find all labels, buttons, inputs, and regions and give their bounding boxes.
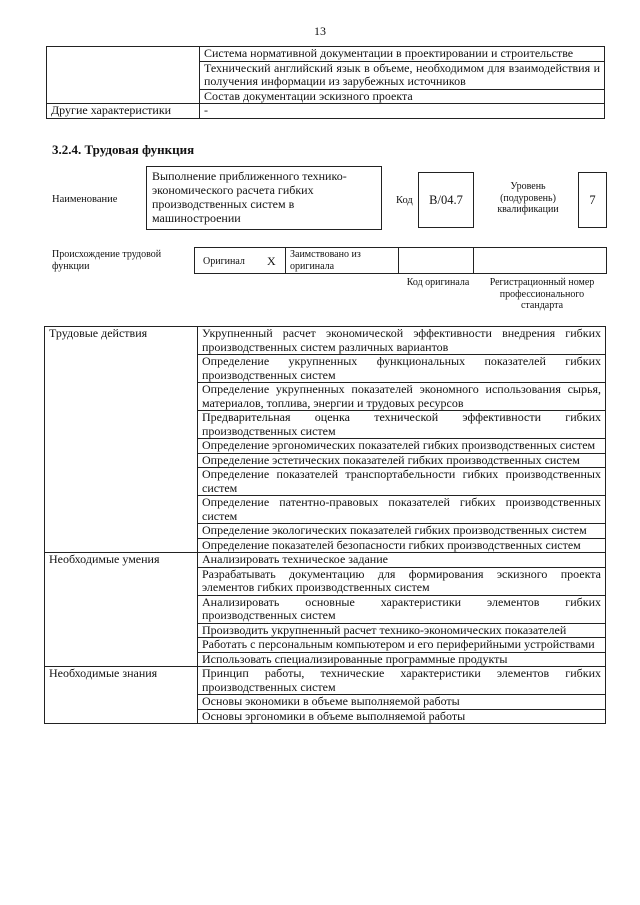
skills-label: Необходимые умения: [45, 553, 198, 667]
code-original-label: Код оригинала: [406, 277, 470, 288]
original-label: Оригинал: [203, 256, 245, 267]
section-title: 3.2.4. Трудовая функция: [52, 142, 195, 157]
level-value-box: 7: [578, 172, 607, 228]
table-cell: Определение показателей безопасности гибких производственных систем: [198, 538, 606, 553]
reg-number-box: [473, 247, 607, 274]
table-cell: Основы экономики в объеме выполняемой работы: [198, 695, 606, 710]
table-cell: Работать с персональным компьютером и его периферийными устройствами: [198, 638, 606, 653]
function-name-box: Выполнение приближенного технико-экономического расчета гибких производственных систем в машиностроении: [146, 166, 382, 230]
code-original-box: [398, 247, 474, 274]
other-characteristics-label: Другие характеристики: [47, 104, 200, 119]
table-cell: Определение показателей транспортабельности гибких производственных систем: [198, 468, 606, 496]
table-cell: Технический английский язык в объеме, необходимом для взаимодействия и получения информации из зарубежных источников: [200, 61, 605, 89]
table-cell: Разрабатывать документацию для формирования эскизного проекта элементов гибких производственных систем: [198, 567, 606, 595]
table-cell: Укрупненный расчет экономической эффективности внедрения гибких производственных систем различных вариантов: [198, 327, 606, 355]
table-cell: Определение эстетических показателей гибких производственных систем: [198, 453, 606, 468]
table-row: [45, 553, 606, 568]
table-cell: Использовать специализированные программные продукты: [198, 652, 606, 667]
origin-label: Происхождение трудовой функции: [52, 249, 162, 272]
table-cell: Определение укрупненных функциональных показателей гибких производственных систем: [198, 355, 606, 383]
page-number: 13: [314, 24, 326, 38]
top-continuation-table: [46, 46, 605, 119]
table-cell: Определение укрупненных показателей экономного использования сырья, материалов, топлива, энергии и трудовых ресурсов: [198, 383, 606, 411]
other-characteristics-value: -: [200, 104, 605, 119]
table-cell: Система нормативной документации в проектировании и строительстве: [200, 47, 605, 62]
table-cell: Определение патентно-правовых показателей гибких производственных систем: [198, 496, 606, 524]
original-mark: X: [267, 254, 276, 268]
table-cell: Состав документации эскизного проекта: [200, 89, 605, 104]
table-row: [45, 667, 606, 695]
table-cell: Определение экологических показателей гибких производственных систем: [198, 524, 606, 539]
empty-label-cell: [47, 47, 200, 104]
table-cell: Анализировать основные характеристики элементов гибких производственных систем: [198, 595, 606, 623]
table-row: [47, 47, 605, 62]
main-table: [44, 326, 606, 724]
code-value-box: В/04.7: [418, 172, 474, 228]
reg-number-label: Регистрационный номер профессионального стандарта: [489, 277, 595, 311]
table-cell: Производить укрупненный расчет технико-экономических показателей: [198, 623, 606, 638]
level-label: Уровень (подуровень) квалификации: [497, 181, 559, 215]
knowledge-label: Необходимые знания: [45, 667, 198, 724]
borrowed-box: Заимствовано из оригинала: [285, 247, 399, 274]
original-box: [194, 247, 286, 274]
table-cell: Предварительная оценка технической эффективности гибких производственных систем: [198, 411, 606, 439]
table-row: [47, 104, 605, 119]
table-row: [45, 327, 606, 355]
name-label: Наименование: [52, 194, 118, 205]
code-label: Код: [396, 195, 413, 206]
table-cell: Анализировать техническое задание: [198, 553, 606, 568]
table-cell: Принцип работы, технические характеристики элементов гибких производственных систем: [198, 667, 606, 695]
table-cell: Основы эргономики в объеме выполняемой работы: [198, 709, 606, 724]
table-cell: Определение эргономических показателей гибких производственных систем: [198, 439, 606, 454]
actions-label: Трудовые действия: [45, 327, 198, 553]
